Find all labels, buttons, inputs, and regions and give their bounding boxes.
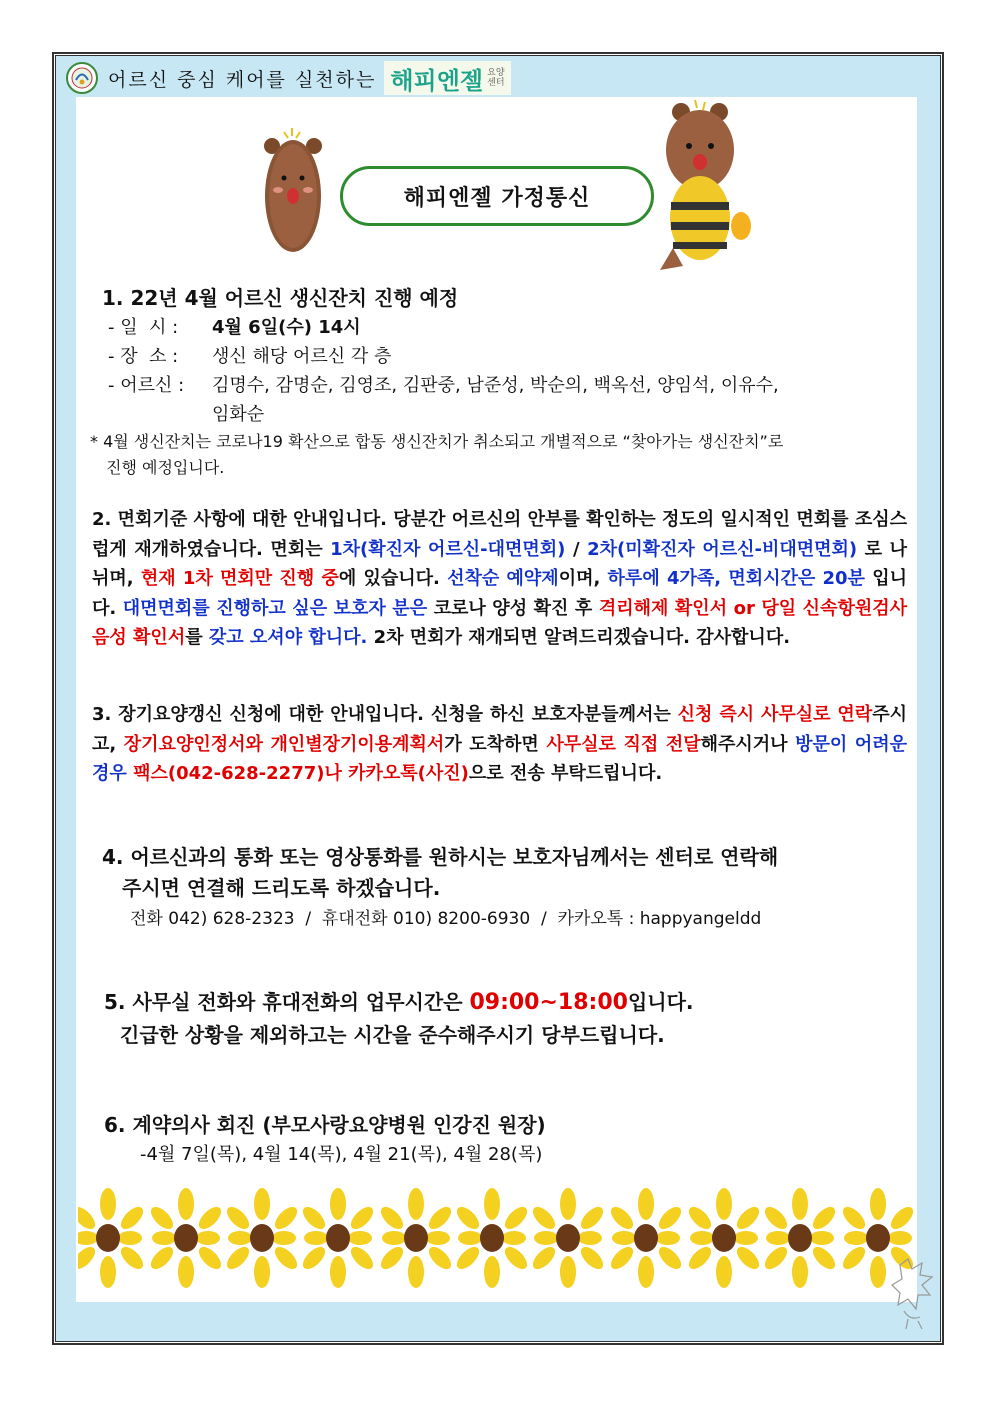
s2-text-11: 입니다. xyxy=(92,568,907,619)
note-line-1: * 4월 생신잔치는 코로나19 확산으로 합동 생신잔치가 취소되고 개별적으로 “찾아가는 생신잔치”로 xyxy=(90,432,784,451)
s2-first-visit: 1차(확진자 어르신-대면면회) xyxy=(330,538,566,560)
s5-office-hours: 09:00~18:00 xyxy=(469,990,628,1015)
s3-text-7: 해주시거나 xyxy=(700,733,796,755)
header-tagline: 어르신 중심 케어를 실천하는 xyxy=(108,68,377,91)
s2-text-15: 를 xyxy=(185,627,209,648)
sunflower-icon xyxy=(453,1188,531,1288)
section-4 xyxy=(102,842,907,934)
s5-line-1 xyxy=(104,986,909,1019)
bear-bee-icon xyxy=(655,98,755,282)
brand-name: 해피엔젤 xyxy=(390,66,484,95)
s2-guardian: 대면면회를 진행하고 싶은 보호자 분은 xyxy=(122,597,428,619)
page-title: 해피엔젤 가정통신 xyxy=(340,166,654,226)
s2-second-visit: 2차(미확진자 어르신-비대면면회) xyxy=(587,538,858,560)
s3-fax-kakao: 팩스(042-628-2277)나 카카오톡(사진) xyxy=(133,763,469,784)
s2-text-9: 이며, xyxy=(558,568,608,589)
header xyxy=(62,60,511,96)
section-1-note xyxy=(90,429,907,481)
center-logo-icon xyxy=(62,60,102,96)
section-2 xyxy=(92,505,907,653)
section-1-heading: 1. 22년 4월 어르신 생신잔치 진행 예정 xyxy=(102,286,459,310)
s2-text-13: 코로나 양성 확진 후 xyxy=(427,597,599,619)
place-label: - 장 소 : xyxy=(108,346,184,367)
s3-if-difficult: 방문이 어려운 경우 xyxy=(92,733,907,784)
flower-decoration xyxy=(78,1180,938,1300)
s4-line-2: 주시면 연결해 드리도록 하겠습니다. xyxy=(122,876,441,900)
s5-text-c: 입니다. xyxy=(627,990,694,1014)
s2-reservation: 선착순 예약제 xyxy=(447,568,559,589)
sunflower-icon xyxy=(761,1188,839,1288)
s4-line-1: 4. 어르신과의 통화 또는 영상통화를 원하시는 보호자님께서는 센터로 연락해 xyxy=(102,845,779,869)
names-label: - 어르신 : xyxy=(108,375,190,396)
note-line-2: 진행 예정입니다. xyxy=(106,458,225,477)
s2-text-3: / xyxy=(565,538,588,560)
s2-text-17: 2차 면회가 재개되면 알려드리겠습니다. 감사합니다. xyxy=(367,627,791,648)
s3-text-1: 3. 장기요양갱신 신청에 대한 안내입니다. 신청을 하신 보호자분들께서는 xyxy=(92,704,678,725)
sunflower-icon xyxy=(685,1188,763,1288)
s2-text-5: 로 나뉘며, xyxy=(92,538,907,589)
sunflower-icon xyxy=(377,1188,455,1288)
s3-deliver: 사무실로 직접 전달 xyxy=(546,733,701,755)
section-1-names-row-2 xyxy=(212,400,907,429)
s3-text-3: 주시고, xyxy=(92,704,907,755)
s2-text-7: 에 있습니다. xyxy=(338,568,448,589)
section-1-place-row xyxy=(108,342,907,371)
s2-documents: 격리해제 확인서 or 당일 신속항원검사 음성 확인서 xyxy=(92,597,908,648)
section-3 xyxy=(92,700,907,789)
names-value-1: 김명수, 감명순, 김영조, 김판중, 남준성, 박순의, 백옥선, 양임석, 이유수, xyxy=(212,375,779,396)
section-6 xyxy=(104,1110,909,1170)
s3-documents: 장기요양인정서와 개인별장기이용계획서 xyxy=(123,733,445,755)
brand-sub-line-2: 센터 xyxy=(487,78,505,88)
section-5 xyxy=(104,986,909,1051)
s2-text-1: 2. 면회기준 사항에 대한 안내입니다. 당분간 어르신의 안부를 확인하는 정도의 일시적인 면회를 조심스럽게 재개하였습니다. 면회는 xyxy=(92,509,907,560)
sunflower-icon xyxy=(529,1188,607,1288)
s3-text-11: 으로 전송 부탁드립니다. xyxy=(468,763,663,784)
brand-sub xyxy=(487,68,504,88)
s3-text-5: 가 도착하면 xyxy=(444,733,547,755)
corner-doodle-icon xyxy=(890,1255,940,1339)
s2-visit-limit: 하루에 4가족, 면회시간은 20분 xyxy=(607,568,865,589)
s2-must-bring: 갖고 오셔야 합니다. xyxy=(208,627,368,648)
s2-current-status: 현재 1차 면회만 진행 중 xyxy=(140,568,339,589)
section-1-names-row xyxy=(108,371,907,400)
sunflower-icon xyxy=(607,1188,685,1288)
names-value-2: 임화순 xyxy=(212,404,265,425)
s6-dates: -4월 7일(목), 4월 14(목), 4월 21(목), 4월 28(목) xyxy=(140,1144,543,1165)
date-label: - 일 시 : xyxy=(108,317,184,338)
s4-contact-info: 전화 042) 628-2323 / 휴대전화 010) 8200-6930 / 카카오톡 : happyangeldd xyxy=(130,909,762,929)
s5-text-a: 5. 사무실 전화와 휴대전화의 업무시간은 xyxy=(104,990,470,1014)
brand-logo xyxy=(384,61,510,95)
section-1-date-row xyxy=(108,313,907,342)
sunflower-icon xyxy=(299,1188,377,1288)
s3-contact-office: 신청 즉시 사무실로 연락 xyxy=(677,704,873,725)
section-1 xyxy=(92,283,907,481)
bear-left-icon xyxy=(262,126,326,260)
place-value: 생신 해당 어르신 각 층 xyxy=(212,346,392,367)
sunflower-icon xyxy=(223,1188,301,1288)
s5-line-2: 긴급한 상황을 제외하고는 시간을 준수해주시기 당부드립니다. xyxy=(120,1023,665,1047)
date-value: 4월 6일(수) 14시 xyxy=(212,317,361,338)
sunflower-icon xyxy=(147,1188,225,1288)
sunflower-icon xyxy=(78,1188,147,1288)
s6-heading: 6. 계약의사 회진 (부모사랑요양병원 인강진 원장) xyxy=(104,1113,546,1137)
brand-sub-line-1: 요양 xyxy=(487,68,505,78)
